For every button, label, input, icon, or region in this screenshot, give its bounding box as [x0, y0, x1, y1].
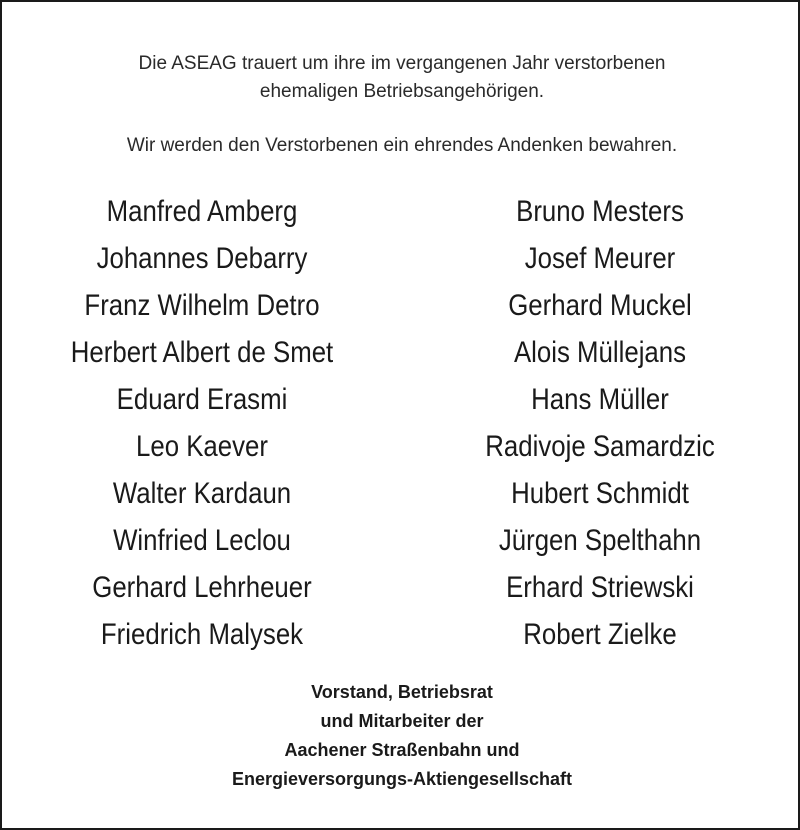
deceased-name: Jürgen Spelthahn [498, 524, 702, 557]
deceased-name: Josef Meurer [524, 242, 676, 275]
names-column-left [2, 188, 402, 658]
deceased-name: Gerhard Lehrheuer [92, 571, 312, 604]
intro-line: ehemaligen Betriebsangehörigen. [259, 81, 545, 102]
deceased-name: Robert Zielke [523, 618, 677, 651]
intro-text [2, 50, 800, 106]
deceased-name: Manfred Amberg [106, 195, 298, 228]
deceased-name: Winfried Leclou [113, 524, 291, 557]
intro-line: Die ASEAG trauert um ihre im vergangenen Jahr verstorbenen [138, 53, 666, 74]
deceased-name: Friedrich Malysek [100, 618, 304, 651]
remembrance-text: Wir werden den Verstorbenen ein ehrendes Andenken bewahren. [126, 135, 678, 156]
deceased-name: Herbert Albert de Smet [70, 336, 334, 369]
deceased-name: Bruno Mesters [516, 195, 684, 228]
deceased-name: Radivoje Samardzic [485, 430, 715, 463]
names-column-right [400, 188, 800, 658]
deceased-name: Alois Müllejans [513, 336, 687, 369]
signature-line: und Mitarbeiter der [320, 711, 484, 731]
deceased-name: Hubert Schmidt [511, 477, 689, 510]
deceased-name: Leo Kaever [136, 430, 268, 463]
deceased-name: Johannes Debarry [96, 242, 308, 275]
signature-block [2, 678, 800, 794]
deceased-name: Hans Müller [531, 383, 669, 416]
signature-line: Aachener Straßenbahn und [284, 740, 520, 760]
signature-line: Energieversorgungs-Aktiengesellschaft [231, 769, 573, 789]
deceased-name: Walter Kardaun [112, 477, 292, 510]
signature-line: Vorstand, Betriebsrat [311, 682, 493, 702]
deceased-name: Franz Wilhelm Detro [84, 289, 320, 322]
deceased-name: Erhard Striewski [506, 571, 694, 604]
deceased-name: Gerhard Muckel [508, 289, 692, 322]
deceased-name: Eduard Erasmi [116, 383, 288, 416]
